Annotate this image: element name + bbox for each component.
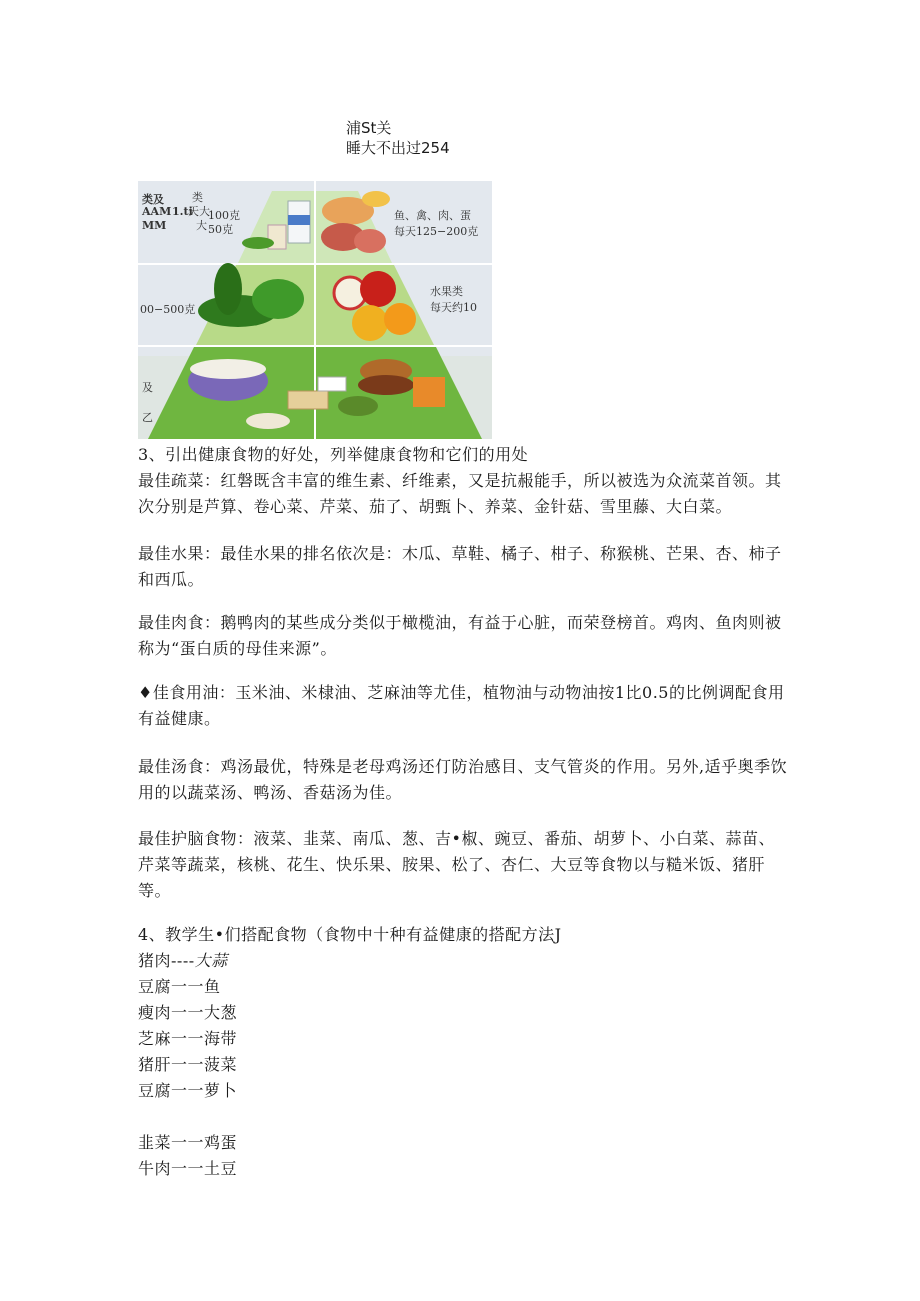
food-pair-item: 豆腐一一萝卜 xyxy=(138,1081,238,1100)
figure-label: 每天约10 xyxy=(430,301,477,314)
spacer xyxy=(138,1104,788,1130)
food-pair-item: 豆腐一一鱼 xyxy=(138,977,221,996)
figure-label: 50克 xyxy=(208,223,233,236)
figure-label: 100克 xyxy=(208,209,240,222)
figure-label: 1.ti xyxy=(172,205,193,218)
food-pair-item: 牛肉一一土豆 xyxy=(138,1159,238,1178)
food-pair-item: 瘦肉一一大葱 xyxy=(138,1003,238,1022)
figure-label: 及 xyxy=(142,381,153,394)
food-pair-item xyxy=(138,948,788,974)
paragraph-text: 最佳护脑食物：液菜、韭菜、南瓜、葱、吉•椒、豌豆、番茄、胡萝卜、小白菜、蒜苗、芹菜等蔬菜，核桃、花生、快乐果、胺果、松了、杏仁、大豆等食物以与糙米饭、猪肝等。 xyxy=(138,829,775,900)
section-3 xyxy=(138,442,788,520)
figure-label: 乙 xyxy=(142,411,153,424)
paragraph-text: ♦佳食用油：玉米油、米棣油、芝麻油等尤佳，植物油与动物油按1比0.5的比例调配食用有益健康。 xyxy=(138,683,785,728)
paragraph-text: 最佳肉食：鹅鸭肉的某些成分类似于橄榄油，有益于心脏，而荣登榜首。鸡肉、鱼肉则被称为“蛋白质的母佳来源”。 xyxy=(138,613,782,658)
section-3-heading: 3、引出健康食物的好处，列举健康食物和它们的用处 xyxy=(138,445,529,464)
paragraph-best-vegetables: 最佳疏菜：红磐既含丰富的维生素、纤维素，又是抗赧能手，所以被选为众流菜首领。其次分别是芦算、卷心菜、芹菜、茄了、胡甄卜、养菜、金针菇、雪里藤、大白菜。 xyxy=(138,471,782,516)
figure-label: MM xyxy=(142,219,167,232)
paragraph-best-oil xyxy=(138,680,788,732)
food-pyramid-image xyxy=(138,181,492,439)
food-pair-item: 芝麻一一海带 xyxy=(138,1029,238,1048)
paragraph-text: 最佳汤食：鸡汤最优，特殊是老母鸡汤还仃防治感目、支气管炎的作用。另外,适乎奥季饮用的以蔬菜汤、鸭汤、香菇汤为佳。 xyxy=(138,757,788,802)
food-pair-text: 猪肉---- xyxy=(138,951,195,970)
section-4 xyxy=(138,922,788,1182)
figure-caption-line-1: 浦St关 xyxy=(346,119,392,137)
paragraph-text: 最佳水果：最佳水果的排名依次是：木瓜、草鞋、橘子、柑子、称猴桃、芒果、杏、柿子和西瓜。 xyxy=(138,544,782,589)
paragraph-best-soup xyxy=(138,754,788,806)
figure-label: 鱼、禽、肉、蛋 xyxy=(394,209,471,222)
food-pair-item: 韭菜一一鸡蛋 xyxy=(138,1133,238,1152)
section-4-heading: 4、教学生•们搭配食物（食物中十种有益健康的搭配方法J xyxy=(138,925,562,944)
figure-label: 天大 xyxy=(188,205,210,218)
figure-label: 类及 xyxy=(142,193,164,206)
figure-label: 每天125−200克 xyxy=(394,225,479,238)
food-pair-text-italic: 大蒜 xyxy=(194,951,228,970)
food-pair-item: 猪肝一一菠菜 xyxy=(138,1055,238,1074)
figure-label: AAM xyxy=(142,205,172,218)
paragraph-best-meat xyxy=(138,610,788,662)
paragraph-best-fruits xyxy=(138,541,788,593)
figure-caption-line-2: 睡大不出过254 xyxy=(346,139,450,157)
paragraph-best-brain-food xyxy=(138,826,788,904)
figure-label: 水果类 xyxy=(430,285,463,298)
figure-label: 大 xyxy=(196,219,207,232)
figure-label: 00−500克 xyxy=(140,303,196,316)
figure-label: 类 xyxy=(192,191,203,204)
